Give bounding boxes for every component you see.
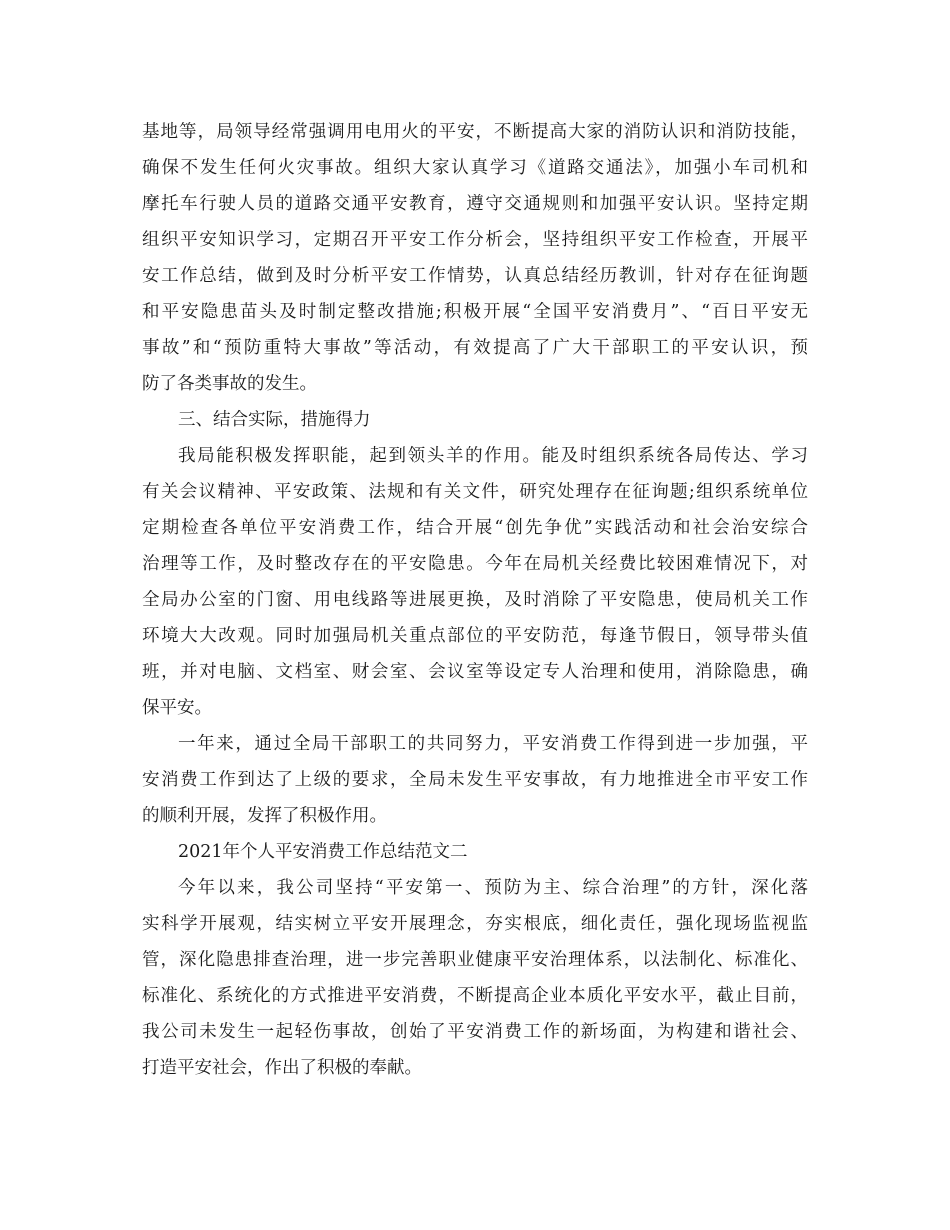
text-line: 一年来，通过全局干部职工的共同努力，平安消费工作得到进一步加强，平 [178, 734, 808, 754]
text-line: 确保不发生任何火灾事故。组织大家认真学习《道路交通法》，加强小车司机和 [142, 158, 808, 178]
paragraph-safety-education [142, 114, 808, 402]
heading-sample-two [142, 834, 808, 870]
text-line: 组织平安知识学习，定期召开平安工作分析会，坚持组织平安工作检查，开展平 [142, 230, 808, 250]
heading-section-three [142, 402, 808, 438]
text-line: 班，并对电脑、文档室、财会室、会议室等设定专人治理和使用，消除隐患，确 [142, 662, 808, 682]
text-line: 防了各类事故的发生。 [142, 374, 317, 394]
text-line: 保平安。 [142, 698, 212, 718]
text-line: 今年以来，我公司坚持“平安第一、预防为主、综合治理”的方针，深化落 [178, 878, 808, 898]
text-line: 定期检查各单位平安消费工作，结合开展“创先争优”实践活动和社会治安综合 [142, 518, 808, 538]
text-line: 我公司未发生一起轻伤事故，创始了平安消费工作的新场面，为构建和谐社会、 [142, 1022, 808, 1042]
paragraph-measures [142, 438, 808, 726]
paragraph-year-summary [142, 726, 808, 834]
text-line: 打造平安社会，作出了积极的奉献。 [142, 1058, 422, 1078]
text-line: 和平安隐患苗头及时制定整改措施;积极开展“全国平安消费月”、“百日平安无 [142, 302, 808, 322]
text-line: 三、结合实际，措施得力 [178, 410, 371, 430]
text-line: 标准化、系统化的方式推进平安消费，不断提高企业本质化平安水平，截止目前， [142, 986, 808, 1006]
text-line: 实科学开展观，结实树立平安开展理念，夯实根底，细化责任，强化现场监视监 [142, 914, 808, 934]
text-line: 基地等，局领导经常强调用电用火的平安，不断提高大家的消防认识和消防技能， [142, 122, 808, 142]
text-line: 2021年个人平安消费工作总结范文二 [178, 842, 468, 862]
text-line: 安工作总结，做到及时分析平安工作情势，认真总结经历教训，针对存在征询题 [142, 266, 808, 286]
text-line: 治理等工作，及时整改存在的平安隐患。今年在局机关经费比较困难情况下，对 [142, 554, 808, 574]
text-line: 事故”和“预防重特大事故”等活动，有效提高了广大干部职工的平安认识，预 [142, 338, 808, 358]
text-line: 的顺利开展，发挥了积极作用。 [142, 806, 387, 826]
text-line: 环境大大改观。同时加强局机关重点部位的平安防范，每逢节假日，领导带头值 [142, 626, 808, 646]
text-line: 全局办公室的门窗、用电线路等进展更换，及时消除了平安隐患，使局机关工作 [142, 590, 808, 610]
text-line: 管，深化隐患排查治理，进一步完善职业健康平安治理体系，以法制化、标准化、 [142, 950, 808, 970]
text-line: 我局能积极发挥职能，起到领头羊的作用。能及时组织系统各局传达、学习 [178, 446, 808, 466]
text-line: 摩托车行驶人员的道路交通平安教育，遵守交通规则和加强平安认识。坚持定期 [142, 194, 808, 214]
document-body [142, 114, 808, 1086]
paragraph-company-intro [142, 870, 808, 1086]
text-line: 有关会议精神、平安政策、法规和有关文件，研究处理存在征询题;组织系统单位 [142, 482, 808, 502]
text-line: 安消费工作到达了上级的要求，全局未发生平安事故，有力地推进全市平安工作 [142, 770, 808, 790]
